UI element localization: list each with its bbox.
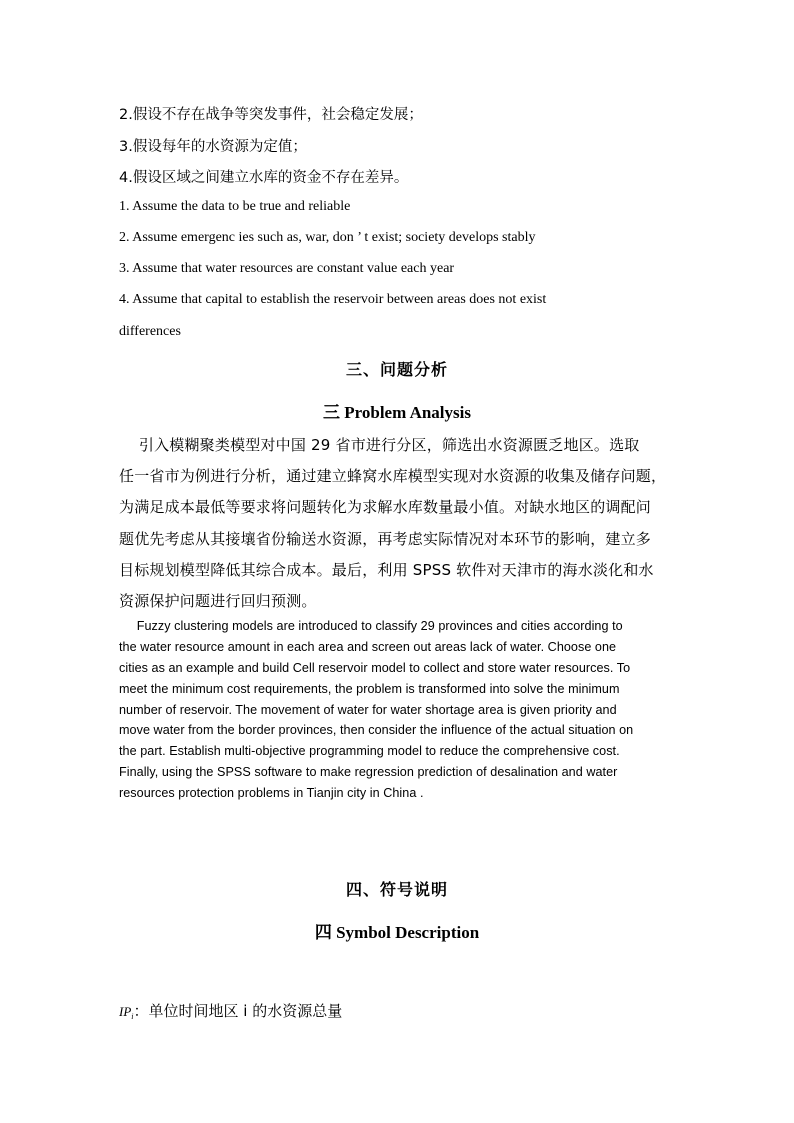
assumption-en-4-cont: differences bbox=[119, 324, 181, 339]
section3-title-en: 三 Problem Analysis bbox=[323, 403, 471, 422]
section3-body-en-7: the part. Establish multi-objective programming model to reduce the comprehensive cost. bbox=[119, 744, 620, 758]
section4-title-cn: 四、符号说明 bbox=[345, 880, 448, 899]
section3-body-en-2: the water resource amount in each area and screen out areas lack of water. Choose one bbox=[119, 640, 617, 654]
assumption-cn-4: 4.假设区域之间建立水库的资金不存在差异。 bbox=[119, 170, 409, 186]
assumption-en-2: 2. Assume emergenc ies such as, war, don ’ t exist; society develops stably bbox=[119, 230, 536, 245]
section3-body-cn-3: 为满足成本最低等要求将问题转化为求解水库数量最小值。对缺水地区的调配问 bbox=[119, 498, 652, 516]
section3-body-cn-5: 目标规划模型降低其综合成本。最后，利用 SPSS 软件对天津市的海水淡化和水 bbox=[119, 561, 654, 579]
symbol-main: IP bbox=[119, 1004, 132, 1019]
section3-body-cn-6: 资源保护问题进行回归预测。 bbox=[119, 592, 317, 610]
section3-body-en-1: Fuzzy clustering models are introduced to classify 29 provinces and cities according to bbox=[119, 619, 623, 633]
section3-body-en-5: number of reservoir. The movement of water for water shortage area is given priority and bbox=[119, 703, 617, 717]
assumption-cn-2: 2.假设不存在战争等突发事件，社会稳定发展； bbox=[119, 107, 423, 123]
section3-title-cn: 三、问题分析 bbox=[345, 360, 448, 379]
section3-body-cn-1: 引入模糊聚类模型对中国 29 省市进行分区，筛选出水资源匮乏地区。选取 bbox=[119, 436, 640, 454]
symbol-subscript: i bbox=[131, 1012, 134, 1021]
assumption-en-3: 3. Assume that water resources are constant value each year bbox=[119, 261, 455, 276]
section3-body-en-8: Finally, using the SPSS software to make regression prediction of desalination and water bbox=[119, 765, 618, 779]
section3-body-cn-2: 任一省市为例进行分析，通过建立蜂窝水库模型实现对水资源的收集及储存问题， bbox=[119, 467, 667, 485]
symbol-row bbox=[119, 1000, 342, 1021]
symbol-name bbox=[119, 1004, 134, 1019]
assumption-cn-3: 3.假设每年的水资源为定值； bbox=[119, 139, 307, 155]
assumption-en-4: 4. Assume that capital to establish the reservoir between areas does not exist bbox=[119, 292, 547, 307]
section3-body-en-3: cities as an example and build Cell reservoir model to collect and store water resources. To bbox=[119, 661, 631, 675]
section3-body-en-9: resources protection problems in Tianjin city in China . bbox=[119, 786, 424, 800]
assumption-en-1: 1. Assume the data to be true and reliable bbox=[119, 199, 351, 214]
section3-body-en-4: meet the minimum cost requirements, the problem is transformed into solve the minimum bbox=[119, 682, 620, 696]
symbol-description: ：单位时间地区 i 的水资源总量 bbox=[133, 1002, 343, 1020]
section4-title-en: 四 Symbol Description bbox=[314, 923, 480, 942]
section3-body-cn-4: 题优先考虑从其接壤省份输送水资源，再考虑实际情况对本环节的影响，建立多 bbox=[119, 530, 652, 548]
section3-body-en-6: move water from the border provinces, then consider the influence of the actual situation on bbox=[119, 723, 634, 737]
